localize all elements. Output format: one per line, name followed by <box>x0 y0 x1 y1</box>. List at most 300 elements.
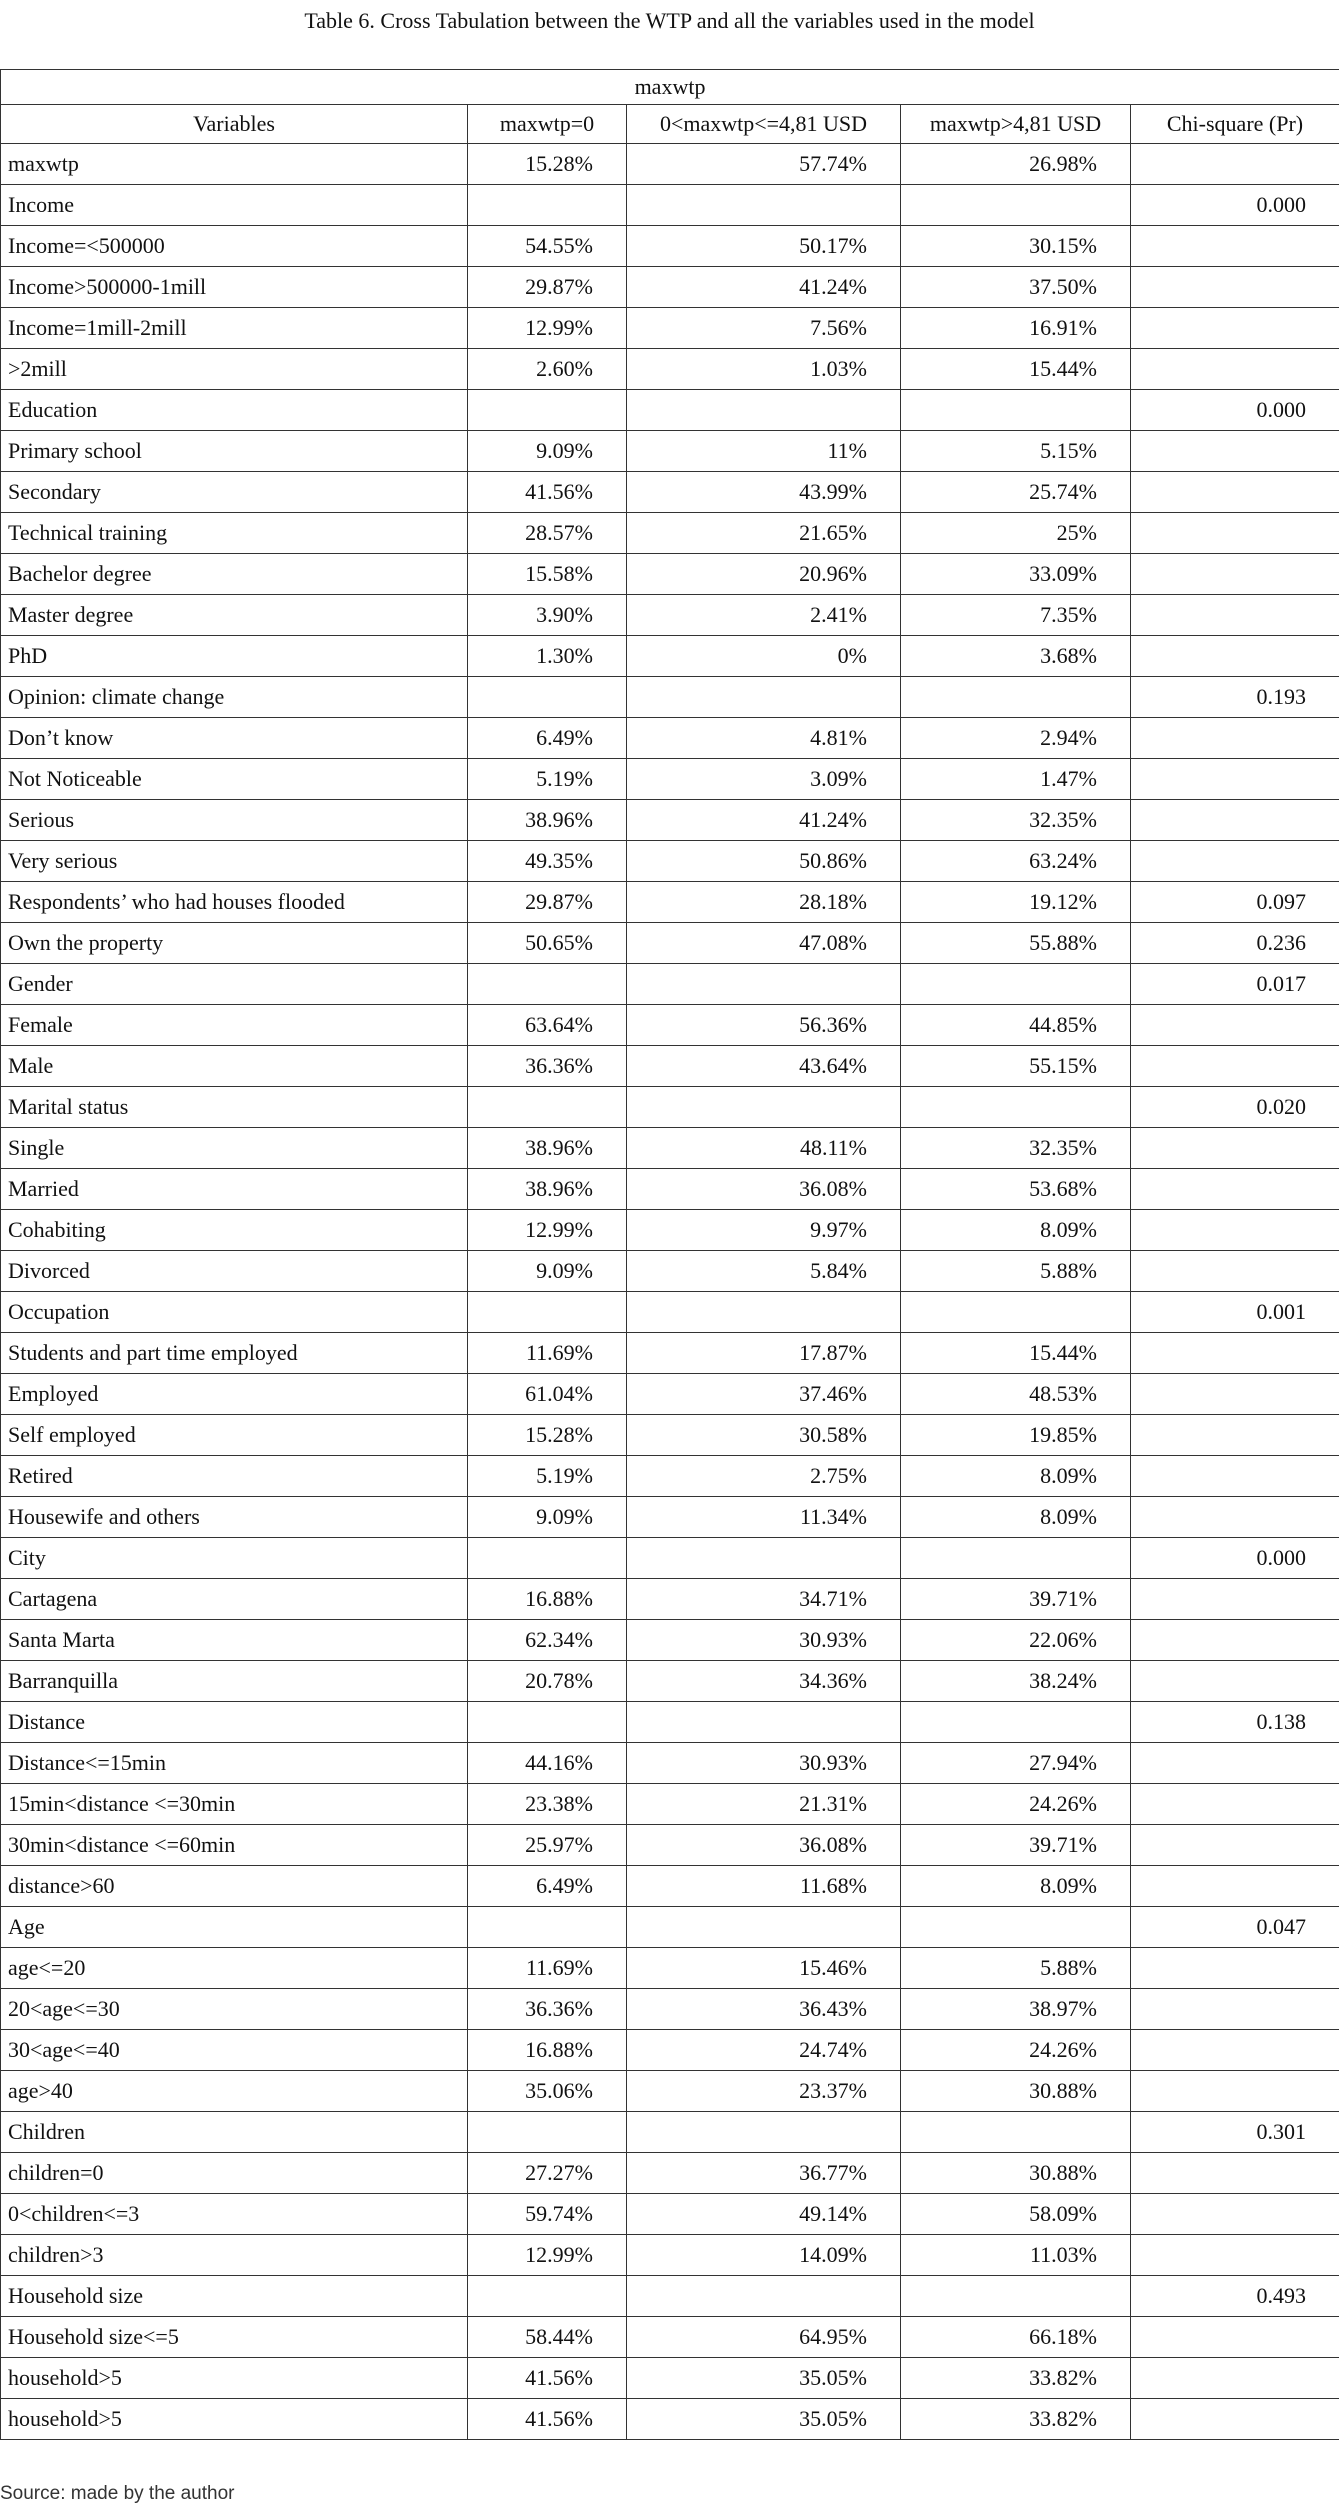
maxwtp-high-cell <box>901 390 1131 431</box>
variable-cell: Not Noticeable <box>1 759 468 800</box>
maxwtp-low-cell: 36.43% <box>627 1989 901 2030</box>
maxwtp-zero-cell: 5.19% <box>468 1456 627 1497</box>
maxwtp-high-cell: 19.12% <box>901 882 1131 923</box>
variable-cell: PhD <box>1 636 468 677</box>
maxwtp-low-cell: 3.09% <box>627 759 901 800</box>
chi-square-cell <box>1131 554 1339 595</box>
maxwtp-low-cell: 14.09% <box>627 2235 901 2276</box>
variable-cell: Education <box>1 390 468 431</box>
maxwtp-low-cell: 47.08% <box>627 923 901 964</box>
maxwtp-low-cell <box>627 1702 901 1743</box>
chi-square-cell <box>1131 1661 1339 1702</box>
maxwtp-low-cell <box>627 1087 901 1128</box>
maxwtp-high-cell: 26.98% <box>901 144 1131 185</box>
maxwtp-low-cell: 21.31% <box>627 1784 901 1825</box>
maxwtp-low-cell: 11.34% <box>627 1497 901 1538</box>
variable-cell: Female <box>1 1005 468 1046</box>
chi-square-cell <box>1131 1743 1339 1784</box>
table-row <box>1 800 1339 841</box>
chi-square-cell <box>1131 1497 1339 1538</box>
chi-square-cell <box>1131 1825 1339 1866</box>
chi-square-cell <box>1131 431 1339 472</box>
maxwtp-high-cell <box>901 1087 1131 1128</box>
maxwtp-zero-cell: 5.19% <box>468 759 627 800</box>
table-row <box>1 1743 1339 1784</box>
table-row <box>1 2071 1339 2112</box>
maxwtp-zero-cell <box>468 2112 627 2153</box>
maxwtp-zero-cell: 38.96% <box>468 1128 627 1169</box>
maxwtp-low-cell: 9.97% <box>627 1210 901 1251</box>
maxwtp-high-cell: 11.03% <box>901 2235 1131 2276</box>
table-row <box>1 144 1339 185</box>
chi-square-cell: 0.000 <box>1131 1538 1339 1579</box>
maxwtp-high-cell: 2.94% <box>901 718 1131 759</box>
maxwtp-low-cell: 24.74% <box>627 2030 901 2071</box>
chi-square-cell <box>1131 349 1339 390</box>
variable-cell: children=0 <box>1 2153 468 2194</box>
table-row <box>1 2194 1339 2235</box>
maxwtp-low-cell: 30.93% <box>627 1743 901 1784</box>
maxwtp-zero-cell: 44.16% <box>468 1743 627 1784</box>
chi-square-cell <box>1131 636 1339 677</box>
maxwtp-high-cell <box>901 964 1131 1005</box>
maxwtp-low-cell: 56.36% <box>627 1005 901 1046</box>
table-row <box>1 1046 1339 1087</box>
variable-cell: household>5 <box>1 2358 468 2399</box>
variable-cell: Don’t know <box>1 718 468 759</box>
maxwtp-high-cell: 66.18% <box>901 2317 1131 2358</box>
table-row <box>1 390 1339 431</box>
chi-square-cell <box>1131 841 1339 882</box>
variable-cell: Male <box>1 1046 468 1087</box>
maxwtp-zero-cell: 2.60% <box>468 349 627 390</box>
source-note: Source: made by the author <box>0 2483 235 2504</box>
maxwtp-zero-cell: 12.99% <box>468 2235 627 2276</box>
variable-cell: Income <box>1 185 468 226</box>
maxwtp-zero-cell: 16.88% <box>468 2030 627 2071</box>
table-row <box>1 185 1339 226</box>
maxwtp-high-cell: 24.26% <box>901 1784 1131 1825</box>
maxwtp-zero-cell: 12.99% <box>468 308 627 349</box>
maxwtp-low-cell <box>627 390 901 431</box>
maxwtp-zero-cell: 38.96% <box>468 1169 627 1210</box>
variable-cell: Occupation <box>1 1292 468 1333</box>
maxwtp-high-cell: 15.44% <box>901 349 1131 390</box>
column-header-maxwtp-zero: maxwtp=0 <box>468 105 627 144</box>
maxwtp-high-cell: 39.71% <box>901 1579 1131 1620</box>
maxwtp-low-cell <box>627 2276 901 2317</box>
variable-cell: Marital status <box>1 1087 468 1128</box>
maxwtp-low-cell: 2.41% <box>627 595 901 636</box>
group-header: maxwtp <box>1 70 1339 105</box>
maxwtp-high-cell <box>901 1292 1131 1333</box>
maxwtp-low-cell: 43.64% <box>627 1046 901 1087</box>
table-row <box>1 923 1339 964</box>
maxwtp-low-cell: 5.84% <box>627 1251 901 1292</box>
table-row <box>1 1989 1339 2030</box>
maxwtp-high-cell <box>901 677 1131 718</box>
maxwtp-zero-cell <box>468 1292 627 1333</box>
maxwtp-zero-cell: 54.55% <box>468 226 627 267</box>
maxwtp-low-cell: 1.03% <box>627 349 901 390</box>
maxwtp-low-cell <box>627 1907 901 1948</box>
maxwtp-zero-cell: 9.09% <box>468 1251 627 1292</box>
variable-cell: Household size<=5 <box>1 2317 468 2358</box>
table-row <box>1 1128 1339 1169</box>
table-row <box>1 554 1339 595</box>
maxwtp-zero-cell: 15.28% <box>468 1415 627 1456</box>
maxwtp-zero-cell: 36.36% <box>468 1046 627 1087</box>
table-row <box>1 2399 1339 2440</box>
maxwtp-zero-cell <box>468 390 627 431</box>
table-row <box>1 1579 1339 1620</box>
table-row <box>1 2112 1339 2153</box>
maxwtp-high-cell: 8.09% <box>901 1497 1131 1538</box>
maxwtp-high-cell: 39.71% <box>901 1825 1131 1866</box>
table-row <box>1 267 1339 308</box>
maxwtp-high-cell: 63.24% <box>901 841 1131 882</box>
table-row <box>1 1538 1339 1579</box>
variable-cell: City <box>1 1538 468 1579</box>
maxwtp-high-cell: 24.26% <box>901 2030 1131 2071</box>
maxwtp-high-cell <box>901 1907 1131 1948</box>
maxwtp-low-cell: 30.58% <box>627 1415 901 1456</box>
maxwtp-high-cell: 48.53% <box>901 1374 1131 1415</box>
chi-square-cell: 0.138 <box>1131 1702 1339 1743</box>
maxwtp-zero-cell: 41.56% <box>468 472 627 513</box>
maxwtp-zero-cell: 59.74% <box>468 2194 627 2235</box>
maxwtp-low-cell: 11% <box>627 431 901 472</box>
variable-cell: Bachelor degree <box>1 554 468 595</box>
maxwtp-low-cell: 34.36% <box>627 1661 901 1702</box>
maxwtp-zero-cell <box>468 2276 627 2317</box>
variable-cell: Serious <box>1 800 468 841</box>
maxwtp-zero-cell <box>468 677 627 718</box>
maxwtp-low-cell: 23.37% <box>627 2071 901 2112</box>
maxwtp-zero-cell: 15.28% <box>468 144 627 185</box>
maxwtp-high-cell: 30.15% <box>901 226 1131 267</box>
variable-cell: Distance<=15min <box>1 1743 468 1784</box>
maxwtp-high-cell: 30.88% <box>901 2071 1131 2112</box>
variable-cell: Housewife and others <box>1 1497 468 1538</box>
chi-square-cell: 0.193 <box>1131 677 1339 718</box>
maxwtp-low-cell: 28.18% <box>627 882 901 923</box>
table-row <box>1 1374 1339 1415</box>
maxwtp-zero-cell: 36.36% <box>468 1989 627 2030</box>
chi-square-cell: 0.097 <box>1131 882 1339 923</box>
table-row <box>1 1292 1339 1333</box>
column-header-chi-square: Chi-square (Pr) <box>1131 105 1339 144</box>
chi-square-cell <box>1131 1620 1339 1661</box>
maxwtp-high-cell: 15.44% <box>901 1333 1131 1374</box>
maxwtp-zero-cell: 9.09% <box>468 1497 627 1538</box>
maxwtp-low-cell: 36.77% <box>627 2153 901 2194</box>
chi-square-cell <box>1131 1374 1339 1415</box>
maxwtp-high-cell: 38.24% <box>901 1661 1131 1702</box>
maxwtp-low-cell: 15.46% <box>627 1948 901 1989</box>
maxwtp-low-cell: 43.99% <box>627 472 901 513</box>
table-row <box>1 2276 1339 2317</box>
maxwtp-zero-cell: 11.69% <box>468 1333 627 1374</box>
variable-cell: Income=1mill-2mill <box>1 308 468 349</box>
table-row <box>1 1169 1339 1210</box>
maxwtp-high-cell: 19.85% <box>901 1415 1131 1456</box>
table-row <box>1 2358 1339 2399</box>
chi-square-cell: 0.047 <box>1131 1907 1339 1948</box>
maxwtp-zero-cell: 58.44% <box>468 2317 627 2358</box>
variable-cell: Secondary <box>1 472 468 513</box>
maxwtp-low-cell: 36.08% <box>627 1825 901 1866</box>
variable-cell: 30min<distance <=60min <box>1 1825 468 1866</box>
variable-cell: Single <box>1 1128 468 1169</box>
variable-cell: 30<age<=40 <box>1 2030 468 2071</box>
variable-cell: Barranquilla <box>1 1661 468 1702</box>
table-row <box>1 677 1339 718</box>
maxwtp-low-cell: 41.24% <box>627 800 901 841</box>
table-row <box>1 718 1339 759</box>
maxwtp-zero-cell: 29.87% <box>468 267 627 308</box>
chi-square-cell <box>1131 226 1339 267</box>
table-row <box>1 636 1339 677</box>
maxwtp-high-cell: 55.15% <box>901 1046 1131 1087</box>
maxwtp-high-cell: 22.06% <box>901 1620 1131 1661</box>
maxwtp-high-cell: 7.35% <box>901 595 1131 636</box>
maxwtp-zero-cell <box>468 1907 627 1948</box>
maxwtp-zero-cell <box>468 1087 627 1128</box>
variable-cell: Retired <box>1 1456 468 1497</box>
maxwtp-zero-cell: 61.04% <box>468 1374 627 1415</box>
maxwtp-zero-cell: 15.58% <box>468 554 627 595</box>
chi-square-cell: 0.000 <box>1131 185 1339 226</box>
table-row <box>1 1005 1339 1046</box>
chi-square-cell: 0.301 <box>1131 2112 1339 2153</box>
table-row <box>1 1210 1339 1251</box>
maxwtp-zero-cell <box>468 1538 627 1579</box>
chi-square-cell <box>1131 1456 1339 1497</box>
maxwtp-low-cell: 36.08% <box>627 1169 901 1210</box>
maxwtp-low-cell: 41.24% <box>627 267 901 308</box>
maxwtp-high-cell: 5.88% <box>901 1251 1131 1292</box>
maxwtp-zero-cell: 6.49% <box>468 1866 627 1907</box>
table-row <box>1 1456 1339 1497</box>
variable-cell: Master degree <box>1 595 468 636</box>
maxwtp-low-cell: 35.05% <box>627 2399 901 2440</box>
maxwtp-low-cell: 50.86% <box>627 841 901 882</box>
chi-square-cell <box>1131 267 1339 308</box>
maxwtp-high-cell: 33.09% <box>901 554 1131 595</box>
maxwtp-zero-cell: 38.96% <box>468 800 627 841</box>
maxwtp-zero-cell: 41.56% <box>468 2358 627 2399</box>
chi-square-cell <box>1131 595 1339 636</box>
maxwtp-high-cell: 8.09% <box>901 1210 1131 1251</box>
variable-cell: Married <box>1 1169 468 1210</box>
maxwtp-high-cell: 8.09% <box>901 1866 1131 1907</box>
maxwtp-zero-cell <box>468 964 627 1005</box>
chi-square-cell <box>1131 1251 1339 1292</box>
chi-square-cell <box>1131 1005 1339 1046</box>
variable-cell: Household size <box>1 2276 468 2317</box>
table-row <box>1 1784 1339 1825</box>
maxwtp-zero-cell: 9.09% <box>468 431 627 472</box>
table-row <box>1 841 1339 882</box>
maxwtp-low-cell: 20.96% <box>627 554 901 595</box>
maxwtp-high-cell: 30.88% <box>901 2153 1131 2194</box>
maxwtp-zero-cell: 27.27% <box>468 2153 627 2194</box>
chi-square-cell <box>1131 2235 1339 2276</box>
chi-square-cell <box>1131 1989 1339 2030</box>
maxwtp-low-cell <box>627 677 901 718</box>
maxwtp-low-cell: 35.05% <box>627 2358 901 2399</box>
maxwtp-zero-cell: 49.35% <box>468 841 627 882</box>
variable-cell: Children <box>1 2112 468 2153</box>
maxwtp-high-cell: 33.82% <box>901 2399 1131 2440</box>
column-header-maxwtp-high: maxwtp>4,81 USD <box>901 105 1131 144</box>
variable-cell: Age <box>1 1907 468 1948</box>
maxwtp-high-cell: 38.97% <box>901 1989 1131 2030</box>
table-row <box>1 1620 1339 1661</box>
maxwtp-high-cell: 8.09% <box>901 1456 1131 1497</box>
variable-cell: Very serious <box>1 841 468 882</box>
maxwtp-low-cell: 30.93% <box>627 1620 901 1661</box>
maxwtp-zero-cell: 35.06% <box>468 2071 627 2112</box>
variable-cell: Gender <box>1 964 468 1005</box>
chi-square-cell: 0.000 <box>1131 390 1339 431</box>
table-row <box>1 1702 1339 1743</box>
maxwtp-high-cell: 58.09% <box>901 2194 1131 2235</box>
chi-square-cell: 0.236 <box>1131 923 1339 964</box>
maxwtp-zero-cell: 11.69% <box>468 1948 627 1989</box>
maxwtp-zero-cell: 16.88% <box>468 1579 627 1620</box>
table-row <box>1 472 1339 513</box>
maxwtp-low-cell <box>627 1292 901 1333</box>
table-row <box>1 1948 1339 1989</box>
maxwtp-low-cell: 11.68% <box>627 1866 901 1907</box>
chi-square-cell <box>1131 1210 1339 1251</box>
chi-square-cell: 0.020 <box>1131 1087 1339 1128</box>
table-row <box>1 1251 1339 1292</box>
chi-square-cell <box>1131 1333 1339 1374</box>
maxwtp-zero-cell: 12.99% <box>468 1210 627 1251</box>
maxwtp-low-cell: 7.56% <box>627 308 901 349</box>
variable-cell: Own the property <box>1 923 468 964</box>
maxwtp-high-cell: 33.82% <box>901 2358 1131 2399</box>
chi-square-cell <box>1131 1128 1339 1169</box>
maxwtp-low-cell <box>627 1538 901 1579</box>
variable-cell: Divorced <box>1 1251 468 1292</box>
chi-square-cell <box>1131 2071 1339 2112</box>
maxwtp-low-cell: 48.11% <box>627 1128 901 1169</box>
maxwtp-high-cell <box>901 185 1131 226</box>
maxwtp-low-cell: 2.75% <box>627 1456 901 1497</box>
chi-square-cell <box>1131 1948 1339 1989</box>
variable-cell: Primary school <box>1 431 468 472</box>
chi-square-cell <box>1131 1415 1339 1456</box>
maxwtp-zero-cell <box>468 185 627 226</box>
variable-cell: Opinion: climate change <box>1 677 468 718</box>
table-row <box>1 1661 1339 1702</box>
variable-cell: 20<age<=30 <box>1 1989 468 2030</box>
table-title: Table 6. Cross Tabulation between the WTP and all the variables used in the model <box>304 8 1035 33</box>
maxwtp-high-cell <box>901 2112 1131 2153</box>
variable-cell: Income=<500000 <box>1 226 468 267</box>
maxwtp-high-cell: 32.35% <box>901 800 1131 841</box>
maxwtp-high-cell: 25% <box>901 513 1131 554</box>
maxwtp-low-cell: 4.81% <box>627 718 901 759</box>
chi-square-cell <box>1131 513 1339 554</box>
table-row <box>1 308 1339 349</box>
maxwtp-zero-cell: 20.78% <box>468 1661 627 1702</box>
maxwtp-low-cell: 34.71% <box>627 1579 901 1620</box>
chi-square-cell <box>1131 144 1339 185</box>
column-header-maxwtp-low: 0<maxwtp<=4,81 USD <box>627 105 901 144</box>
maxwtp-zero-cell: 25.97% <box>468 1825 627 1866</box>
variable-cell: Income>500000-1mill <box>1 267 468 308</box>
table-row <box>1 1415 1339 1456</box>
maxwtp-low-cell: 21.65% <box>627 513 901 554</box>
maxwtp-zero-cell: 28.57% <box>468 513 627 554</box>
chi-square-cell: 0.493 <box>1131 2276 1339 2317</box>
maxwtp-high-cell: 5.15% <box>901 431 1131 472</box>
table-row <box>1 2153 1339 2194</box>
chi-square-cell <box>1131 2153 1339 2194</box>
variable-cell: Respondents’ who had houses flooded <box>1 882 468 923</box>
maxwtp-high-cell: 3.68% <box>901 636 1131 677</box>
table-row <box>1 513 1339 554</box>
maxwtp-low-cell: 50.17% <box>627 226 901 267</box>
table-row <box>1 2235 1339 2276</box>
column-header-variables: Variables <box>1 105 468 144</box>
maxwtp-high-cell: 16.91% <box>901 308 1131 349</box>
maxwtp-low-cell: 37.46% <box>627 1374 901 1415</box>
chi-square-cell <box>1131 2317 1339 2358</box>
variable-cell: Cartagena <box>1 1579 468 1620</box>
cross-tabulation-table <box>0 69 1339 2440</box>
chi-square-cell: 0.001 <box>1131 1292 1339 1333</box>
maxwtp-low-cell: 64.95% <box>627 2317 901 2358</box>
chi-square-cell <box>1131 472 1339 513</box>
variable-cell: maxwtp <box>1 144 468 185</box>
maxwtp-low-cell: 0% <box>627 636 901 677</box>
maxwtp-high-cell <box>901 1702 1131 1743</box>
maxwtp-zero-cell: 63.64% <box>468 1005 627 1046</box>
table-row <box>1 882 1339 923</box>
variable-cell: distance>60 <box>1 1866 468 1907</box>
table-row <box>1 349 1339 390</box>
table-row <box>1 226 1339 267</box>
variable-cell: Cohabiting <box>1 1210 468 1251</box>
chi-square-cell <box>1131 2194 1339 2235</box>
maxwtp-zero-cell: 1.30% <box>468 636 627 677</box>
variable-cell: Technical training <box>1 513 468 554</box>
chi-square-cell <box>1131 1579 1339 1620</box>
variable-cell: children>3 <box>1 2235 468 2276</box>
variable-cell: household>5 <box>1 2399 468 2440</box>
variable-cell: 0<children<=3 <box>1 2194 468 2235</box>
maxwtp-low-cell <box>627 2112 901 2153</box>
maxwtp-high-cell: 27.94% <box>901 1743 1131 1784</box>
variable-cell: Self employed <box>1 1415 468 1456</box>
maxwtp-high-cell <box>901 1538 1131 1579</box>
maxwtp-high-cell: 25.74% <box>901 472 1131 513</box>
maxwtp-zero-cell: 41.56% <box>468 2399 627 2440</box>
table-row <box>1 2317 1339 2358</box>
chi-square-cell <box>1131 1866 1339 1907</box>
chi-square-cell <box>1131 308 1339 349</box>
maxwtp-zero-cell: 62.34% <box>468 1620 627 1661</box>
chi-square-cell <box>1131 2399 1339 2440</box>
chi-square-cell <box>1131 800 1339 841</box>
chi-square-cell <box>1131 1784 1339 1825</box>
